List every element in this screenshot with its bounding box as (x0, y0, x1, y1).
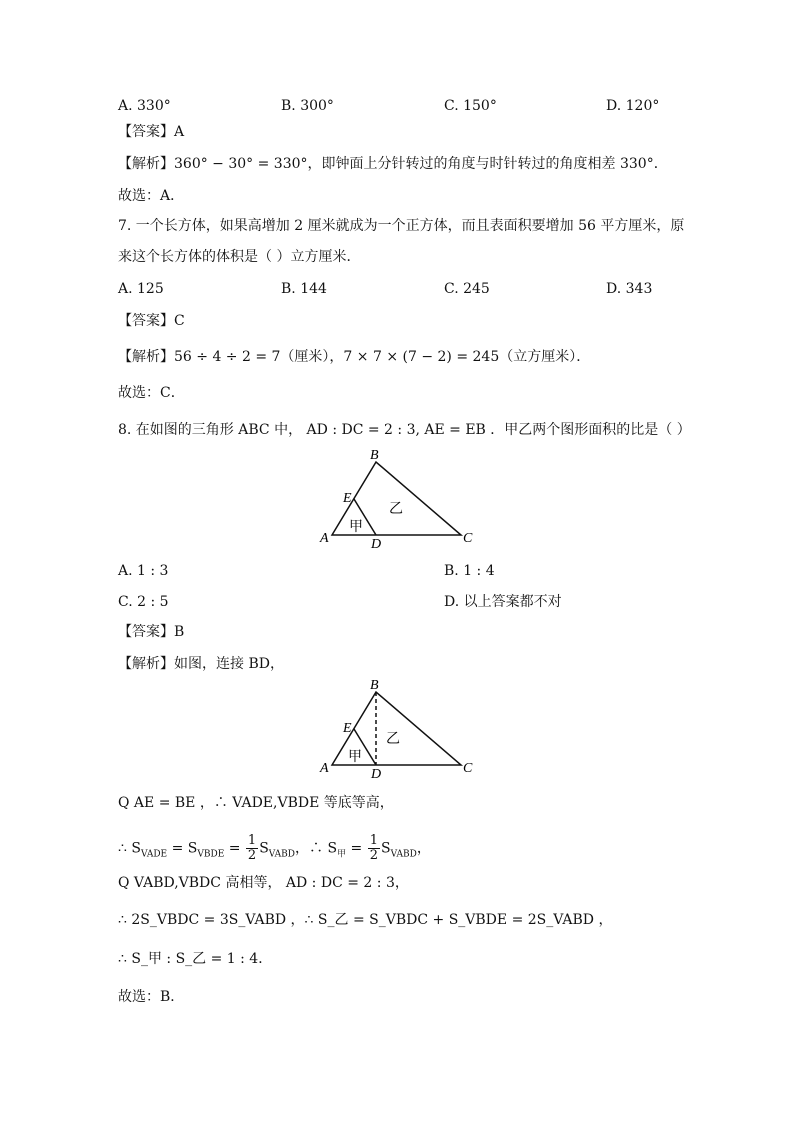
q6-option-d: D. 120° (606, 98, 660, 114)
q7-option-b: B. 144 (281, 281, 327, 297)
label-a: A (320, 531, 329, 546)
label-a-2: A (320, 761, 329, 776)
q7-stem-line2: 来这个长方体的体积是（ ）立方厘米． (118, 249, 361, 265)
q7-analysis: 【解析】56 ÷ 4 ÷ 2 = 7（厘米），7 × 7 × (7 − 2) = 245（立方厘米）． (118, 349, 591, 365)
q7-option-c: C. 245 (444, 281, 490, 297)
q6-option-b: B. 300° (281, 98, 334, 114)
label-c-2: C (463, 761, 473, 776)
q8-step-2: ∴ $S_{VADE} = S_{VBDE}$ = $\frac{1}{2}$ $S_{VABD}$，∴ $S_甲$ = $\frac{1}{2}$ $S_{VABD}$， (118, 833, 431, 863)
label-jia-2: 甲 (348, 750, 362, 765)
q8-step-3: Q VABD,VBDC 高相等， AD : DC = 2 : 3， (118, 875, 409, 891)
label-b: B (370, 450, 379, 463)
q7-choose: 故选：C． (118, 385, 185, 401)
q6-option-c: C. 150° (444, 98, 497, 114)
q8-choose: 故选：B． (118, 989, 185, 1005)
label-e: E (343, 491, 352, 506)
q8-option-c: C. 2 : 5 (118, 594, 169, 610)
q8-option-d: D. 以上答案都不对 (444, 594, 562, 610)
q8-step-4: ∴ 2S_VBDC = 3S_VABD ，∴ S_乙 = S_VBDC + S_VBDE = 2S_VABD ， (118, 912, 613, 928)
q8-stem: 8. 在如图的三角形 ABC 中， AD : DC = 2 : 3, AE = EB ．甲乙两个图形面积的比是（ ） (118, 422, 691, 438)
q8-step-1: Q AE = BE ，∴ VADE,VBDE 等底等高， (118, 795, 394, 811)
label-jia: 甲 (349, 520, 363, 535)
label-yi: 乙 (389, 502, 403, 517)
q8-answer: 【答案】B (118, 624, 185, 640)
triangle-figure (316, 450, 496, 550)
q8-option-a: A. 1 : 3 (118, 563, 169, 579)
label-yi-2: 乙 (386, 732, 400, 747)
triangle-figure-with-bd (316, 680, 496, 780)
label-b-2: B (370, 680, 379, 693)
fraction-half-1: $\frac{1}{2}$ (247, 833, 257, 863)
q7-option-d: D. 343 (606, 281, 653, 297)
q6-choose: 故选：A． (118, 188, 185, 204)
q6-answer: 【答案】A (118, 124, 185, 140)
label-c: C (463, 531, 473, 546)
q6-option-a: A. 330° (118, 98, 171, 114)
label-e-2: E (343, 721, 352, 736)
q8-option-b: B. 1 : 4 (444, 563, 495, 579)
q8-analysis-intro: 【解析】如图，连接 BD， (118, 656, 284, 672)
q8-step-5: ∴ S_甲 : S_乙 = 1 : 4． (118, 951, 273, 967)
q7-option-a: A. 125 (118, 281, 164, 297)
fraction-half-2: $\frac{1}{2}$ (369, 833, 378, 863)
q7-answer: 【答案】C (118, 313, 185, 329)
label-d: D (371, 537, 382, 550)
label-d-2: D (371, 767, 382, 780)
q6-analysis: 【解析】360° − 30° = 330°，即钟面上分针转过的角度与时针转过的角度相差 330°． (118, 156, 668, 172)
q7-stem-line1: 7. 一个长方体，如果高增加 2 厘米就成为一个正方体，而且表面积要增加 56 平方厘米，原 (118, 218, 685, 234)
